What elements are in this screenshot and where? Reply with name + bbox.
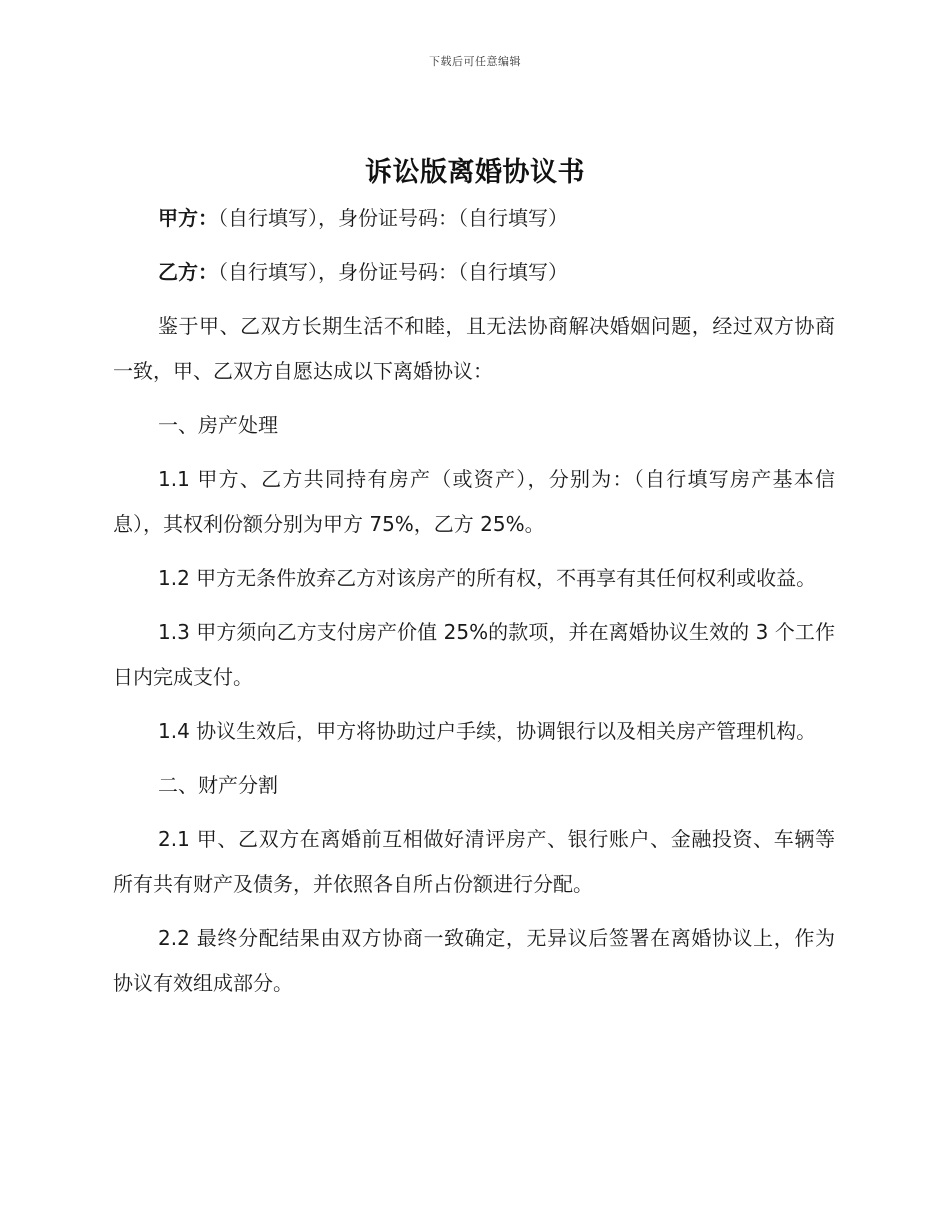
party-a-text: （自行填写），身份证号码：（自行填写） (218, 206, 568, 230)
party-b-text: （自行填写），身份证号码：（自行填写） (218, 260, 568, 284)
party-a-label: 甲方： (158, 206, 218, 230)
clause-1-4: 1.4 协议生效后，甲方将协助过户手续，协调银行以及相关房产管理机构。 (158, 719, 817, 743)
document-body (113, 196, 835, 1015)
section-heading-assets: 二、财产分割 (158, 773, 278, 797)
clause-2-1: 2.1 甲、乙双方在离婚前互相做好清评房产、银行账户、金融投资、车辆等所有共有财产及债务，并依照各自所占份额进行分配。 (113, 827, 835, 896)
clause-1-3: 1.3 甲方须向乙方支付房产价值 25%的款项，并在离婚协议生效的 3 个工作日内完成支付。 (113, 620, 835, 689)
section-heading-property: 一、房产处理 (158, 413, 278, 437)
clause-2-2: 2.2 最终分配结果由双方协商一致确定，无异议后签署在离婚协议上，作为协议有效组成部分。 (113, 926, 835, 995)
clause-1-2: 1.2 甲方无条件放弃乙方对该房产的所有权，不再享有其任何权利或收益。 (158, 566, 817, 590)
party-b-label: 乙方： (158, 260, 218, 284)
document-title: 诉讼版离婚协议书 (365, 157, 585, 188)
party-b-line (113, 250, 835, 295)
preamble-paragraph: 鉴于甲、乙双方长期生活不和睦，且无法协商解决婚姻问题，经过双方协商一致，甲、乙双方自愿达成以下离婚协议： (113, 314, 835, 383)
party-a-line (113, 196, 835, 241)
clause-1-1: 1.1 甲方、乙方共同持有房产（或资产），分别为：（自行填写房产基本信息），其权利份额分别为甲方 75%，乙方 25%。 (113, 467, 835, 536)
header-note: 下载后可任意编辑 (429, 55, 521, 68)
